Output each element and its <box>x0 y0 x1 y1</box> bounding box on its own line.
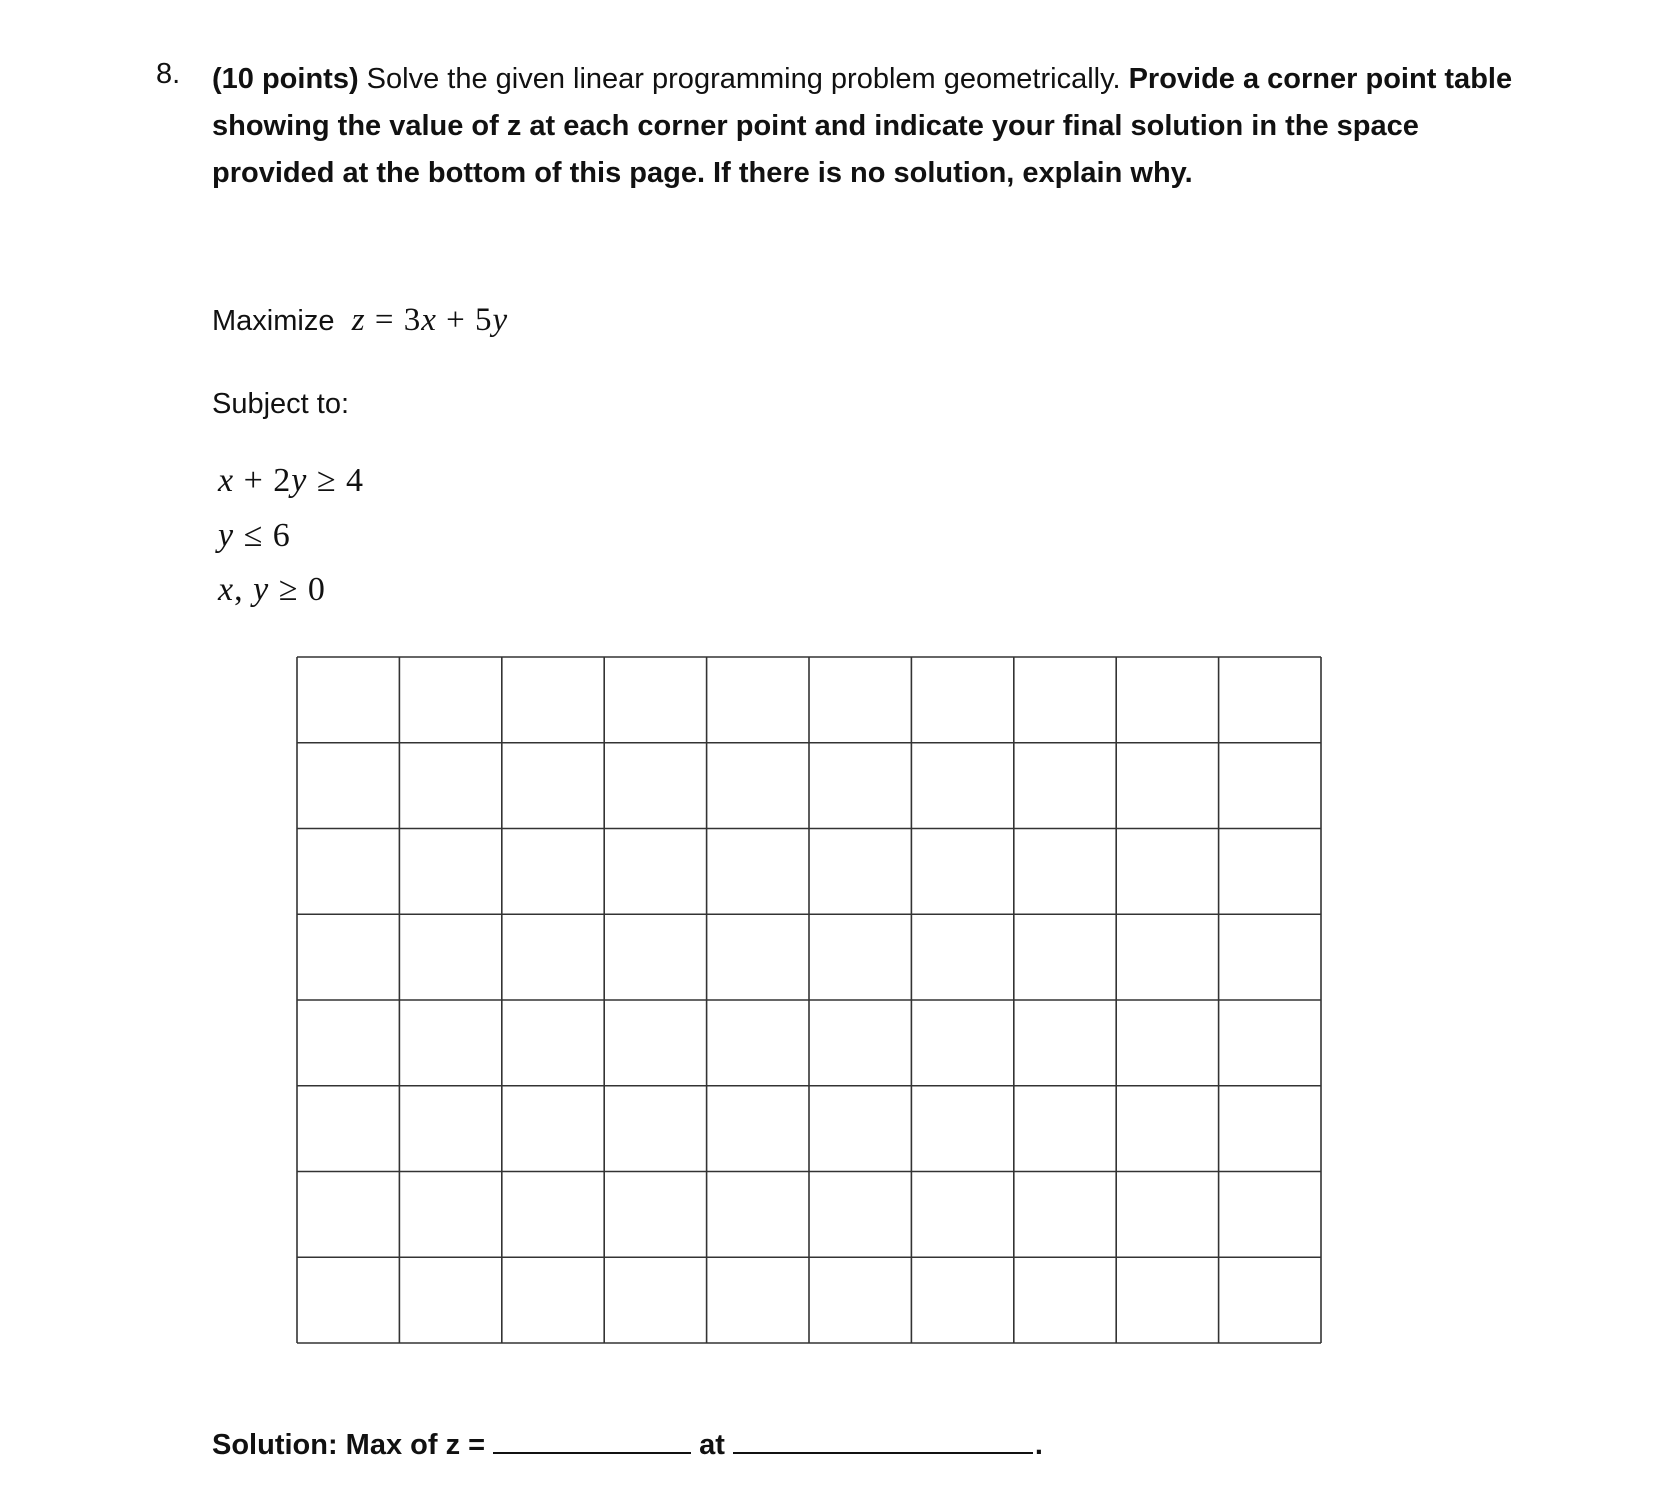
question-instructions: Provide a corner point table showing the value of z at each corner point and indicate your final solution in the space provided at the bottom of this page. If there is no solution, explain why. <box>212 63 1513 189</box>
question-points: (10 points) <box>212 63 359 95</box>
question-text <box>212 56 1542 197</box>
objective-label: Maximize <box>212 305 335 337</box>
constraint-3: x, y ≥ 0 <box>218 571 326 608</box>
objective-equation: z = 3x + 5y <box>351 302 509 338</box>
solution-line <box>212 1424 1043 1462</box>
objective-function <box>212 302 508 339</box>
solution-end-punctuation: . <box>1034 1429 1043 1461</box>
max-value-blank[interactable] <box>493 1424 691 1454</box>
solution-point-blank[interactable] <box>733 1424 1033 1454</box>
constraint-2: y ≤ 6 <box>218 517 291 554</box>
question-number: 8. <box>156 58 181 90</box>
question-prompt: Solve the given linear programming problem geometrically. <box>358 63 1129 95</box>
constraints-heading: Subject to: <box>212 388 350 420</box>
constraint-1: x + 2y ≥ 4 <box>218 462 365 499</box>
solution-label: Solution: Max of z = <box>212 1429 486 1461</box>
solution-at-label: at <box>699 1429 725 1461</box>
answer-grid[interactable] <box>296 656 1322 1344</box>
